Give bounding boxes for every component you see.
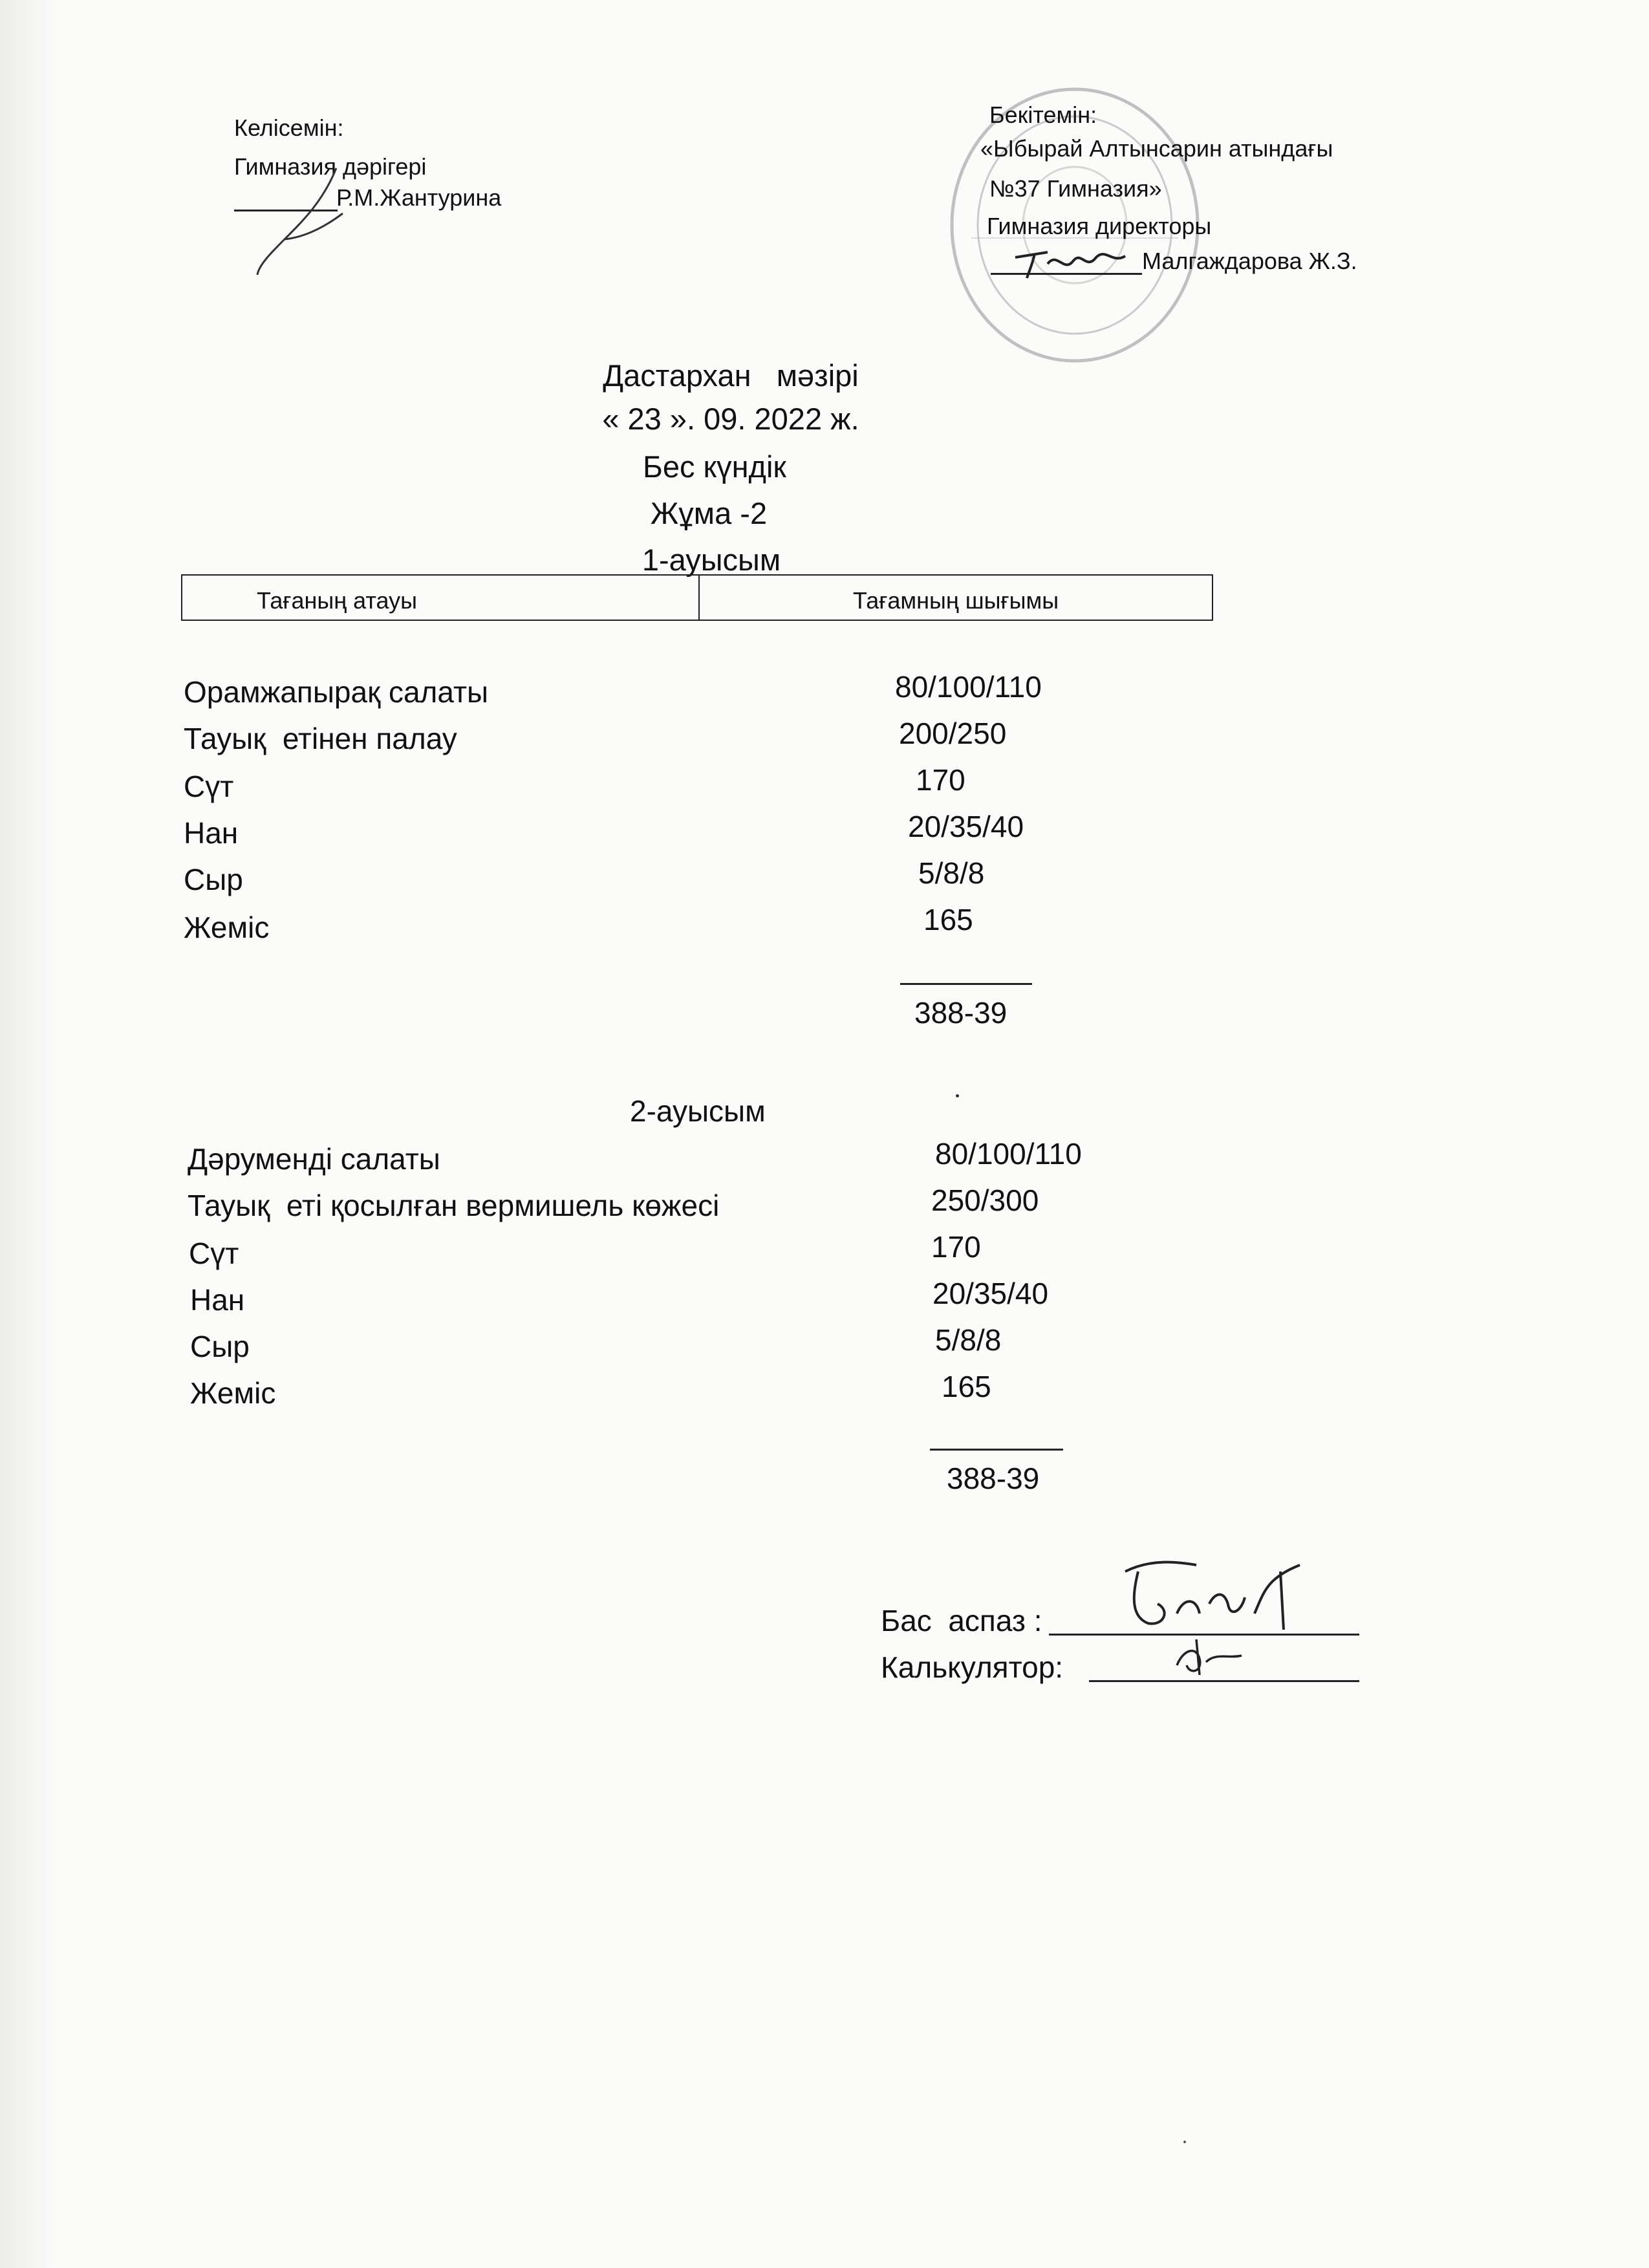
shift2-item-portion: 5/8/8 — [935, 1323, 1002, 1357]
column-header-dish: Тағаның атауы — [182, 576, 700, 620]
shift2-item-portion: 80/100/110 — [935, 1137, 1082, 1171]
approval-right-line4: Гимназия директоры — [987, 213, 1212, 239]
shift2-item-portion: 170 — [931, 1230, 981, 1264]
shift1-item-name: Нан — [184, 816, 239, 850]
shift1-item-name: Сыр — [184, 863, 243, 896]
shift2-total-rule — [930, 1449, 1063, 1451]
shift2-item-name: Тауық еті қосылған вермишель көжесі — [188, 1189, 720, 1222]
shift1-item-portion: 170 — [916, 763, 965, 797]
calculator-signature — [1170, 1636, 1248, 1681]
shift1-total: 388-39 — [914, 996, 1008, 1030]
shift2-item-portion: 20/35/40 — [932, 1277, 1049, 1310]
approval-left-line1: Келісемін: — [234, 114, 344, 141]
shift1-item-name: Тауық етінен палау — [184, 722, 457, 755]
shift2-item-name: Сыр — [190, 1330, 250, 1363]
approval-right-line1: Бекітемін: — [989, 102, 1097, 128]
menu-table-header — [181, 574, 1213, 621]
column-header-portion: Тағамның шығымы — [852, 587, 1059, 614]
chef-signature — [1112, 1552, 1319, 1643]
shift2-item-name: Дәруменді салаты — [188, 1142, 440, 1176]
approval-left-doctor-name: Р.М.Жантурина — [336, 184, 502, 211]
shift1-item-name: Жеміс — [184, 911, 270, 944]
shift1-total-rule — [900, 983, 1032, 985]
scan-edge-shadow — [0, 0, 58, 2268]
approval-left-line2: Гимназия дәрігері — [234, 153, 427, 180]
stray-dot — [956, 1094, 959, 1097]
shift1-item-name: Орамжапырақ салаты — [184, 675, 489, 709]
approval-right-line2: «Ыбырай Алтынсарин атындағы — [980, 135, 1333, 162]
shift1-item-portion: 165 — [923, 903, 973, 936]
shift1-item-name: Сүт — [184, 770, 234, 803]
shift2-title: 2-ауысым — [630, 1094, 766, 1128]
chef-label: Бас аспаз : — [881, 1604, 1042, 1637]
menu-title: Дастархан мәзірі — [603, 358, 859, 393]
approval-right-director-name: Малгаждарова Ж.З. — [1142, 248, 1357, 274]
shift1-item-portion: 200/250 — [899, 717, 1007, 750]
director-signature — [1009, 238, 1132, 283]
shift2-item-name: Жеміс — [190, 1376, 276, 1410]
shift1-item-portion: 80/100/110 — [895, 670, 1042, 704]
shift2-item-portion: 250/300 — [931, 1183, 1039, 1217]
stray-dot — [1183, 2141, 1186, 2143]
day-label: Жұма -2 — [650, 496, 768, 530]
menu-date: « 23 ». 09. 2022 ж. — [602, 402, 859, 436]
shift1-item-portion: 20/35/40 — [908, 810, 1024, 843]
shift1-title: 1-ауысым — [641, 543, 781, 577]
shift2-total: 388-39 — [947, 1462, 1040, 1495]
shift1-item-portion: 5/8/8 — [918, 856, 985, 890]
shift2-item-name: Нан — [190, 1283, 245, 1317]
approval-right-line3: №37 Гимназия» — [989, 175, 1162, 202]
shift2-item-portion: 165 — [942, 1370, 991, 1403]
week-type: Бес күндік — [643, 449, 786, 484]
doctor-signature — [246, 162, 349, 278]
calculator-label: Калькулятор: — [881, 1650, 1064, 1684]
shift2-item-name: Сүт — [189, 1237, 239, 1270]
